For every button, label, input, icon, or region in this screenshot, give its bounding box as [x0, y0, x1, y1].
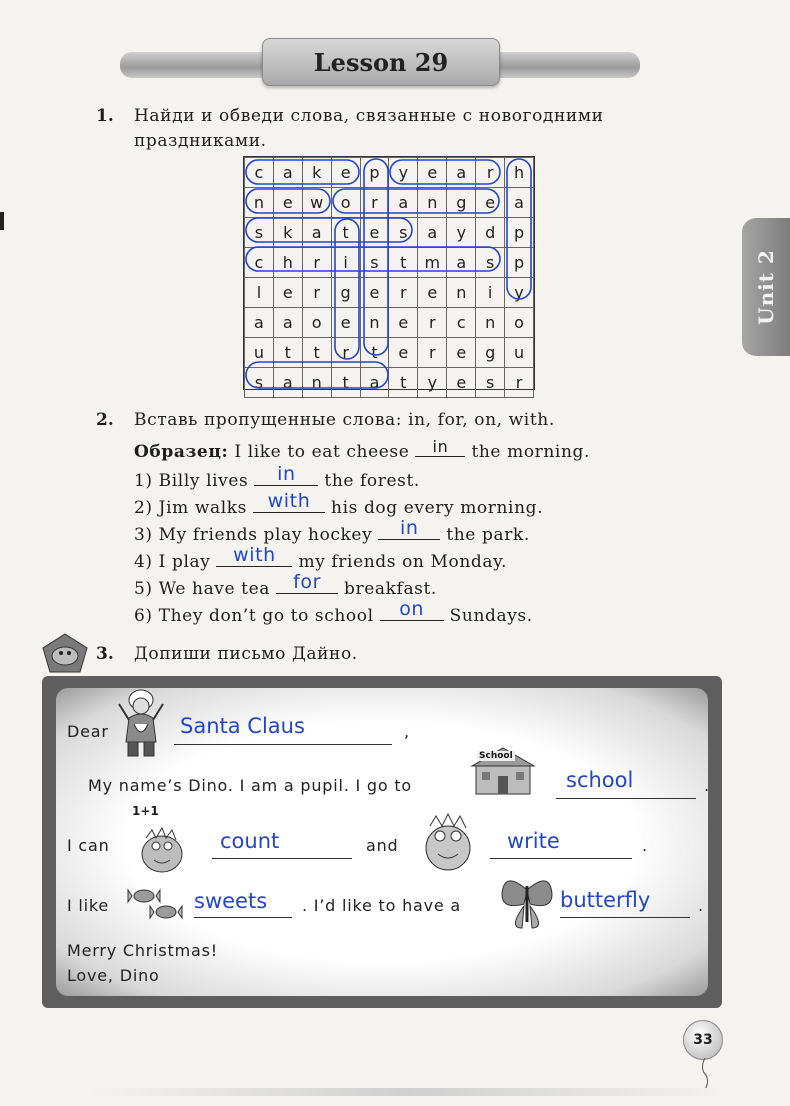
answer-blank[interactable]	[253, 490, 325, 513]
sweets-blank[interactable]	[194, 917, 292, 918]
item-number: 5)	[134, 579, 153, 599]
grid-cell[interactable]: y	[389, 158, 418, 188]
grid-cell[interactable]: r	[331, 338, 360, 368]
answer-text: on	[399, 598, 425, 620]
answer-blank[interactable]	[276, 571, 338, 594]
example-before: I like to eat cheese	[234, 442, 410, 462]
example-label: Образец:	[134, 442, 229, 462]
item-6	[134, 598, 533, 626]
grid-cell[interactable]: e	[389, 338, 418, 368]
circle-word-christmas	[246, 247, 500, 271]
grid-cell[interactable]: o	[505, 308, 534, 338]
grid-cell[interactable]: a	[447, 248, 476, 278]
grid-cell[interactable]: n	[245, 188, 274, 218]
grid-cell[interactable]: g	[331, 278, 360, 308]
item-number: 6)	[134, 606, 153, 626]
grid-cell[interactable]: r	[418, 308, 447, 338]
letter-frame	[42, 676, 722, 1008]
grid-cell[interactable]: t	[302, 338, 331, 368]
grid-cell[interactable]: s	[360, 248, 389, 278]
letter-i-like: I like	[67, 896, 110, 915]
item-4	[134, 544, 508, 572]
grid-cell[interactable]: t	[389, 248, 418, 278]
grid-cell[interactable]: e	[273, 188, 302, 218]
letter-i-can: I can	[67, 836, 110, 855]
grid-cell[interactable]: y	[505, 278, 534, 308]
item-number: 2)	[134, 498, 153, 518]
circle-word-happy	[507, 159, 531, 299]
circle-word-cake	[246, 160, 359, 184]
item-2	[134, 490, 544, 518]
letter-line-2: My name’s Dino. I am a pupil. I go to	[88, 776, 413, 795]
sweets-icon	[126, 884, 192, 930]
grid-cell[interactable]: r	[505, 368, 534, 398]
grid-cell[interactable]: a	[360, 368, 389, 398]
grid-cell[interactable]: r	[302, 248, 331, 278]
grid-cell[interactable]: e	[360, 218, 389, 248]
grid-cell[interactable]: m	[418, 248, 447, 278]
answer-text: with	[233, 544, 276, 566]
grid-cell[interactable]: y	[418, 368, 447, 398]
letter-line-4: . I’d like to have a	[302, 896, 462, 915]
circle-word-santa	[246, 362, 388, 388]
grid-cell[interactable]: e	[331, 158, 360, 188]
line-3-period: .	[642, 836, 648, 855]
item-before: We have tea	[158, 579, 271, 599]
item-after: breakfast.	[344, 579, 437, 599]
grid-cell[interactable]: a	[302, 218, 331, 248]
dino-writing-icon	[416, 810, 480, 880]
grid-cell[interactable]: d	[476, 218, 505, 248]
item-after: his dog every morning.	[331, 498, 544, 518]
answer-text: for	[293, 571, 321, 593]
grid-cell[interactable]: e	[418, 158, 447, 188]
item-5	[134, 571, 437, 599]
dear-answer: Santa Claus	[180, 714, 305, 738]
example-blank	[415, 438, 465, 457]
grid-cell[interactable]: i	[331, 248, 360, 278]
grid-cell[interactable]: c	[245, 158, 274, 188]
grid-cell[interactable]: a	[389, 188, 418, 218]
grid-cell[interactable]: a	[505, 188, 534, 218]
page-edge-mark	[0, 212, 4, 230]
write-answer: write	[507, 829, 560, 853]
example-line	[134, 438, 590, 462]
letter-paper	[56, 688, 708, 996]
grid-cell[interactable]: u	[505, 338, 534, 368]
exercise-2-number: 2.	[96, 410, 114, 430]
grid-cell[interactable]: s	[245, 368, 274, 398]
item-number: 4)	[134, 552, 153, 572]
grid-cell[interactable]: k	[302, 158, 331, 188]
grid-cell[interactable]: w	[302, 188, 331, 218]
grid-cell[interactable]: e	[447, 338, 476, 368]
grid-cell[interactable]: s	[476, 248, 505, 278]
exercise-3-number: 3.	[96, 644, 114, 664]
grid-cell[interactable]: u	[245, 338, 274, 368]
exercise-1-instruction-cont: праздниками.	[134, 131, 267, 151]
school-blank[interactable]	[556, 798, 696, 799]
grid-cell[interactable]: c	[245, 248, 274, 278]
grid-cell[interactable]: t	[273, 338, 302, 368]
item-after: Sundays.	[449, 606, 533, 626]
answer-blank[interactable]	[254, 463, 318, 486]
example-after: the morning.	[471, 442, 590, 462]
letter-and: and	[366, 836, 399, 855]
grid-cell[interactable]: t	[389, 368, 418, 398]
santa-icon	[116, 684, 166, 766]
circle-word-orange	[333, 189, 499, 213]
school-answer: school	[566, 768, 634, 792]
item-before: My friends play hockey	[158, 525, 373, 545]
footer-band	[90, 1088, 730, 1096]
closing-merry-christmas: Merry Christmas!	[67, 941, 218, 960]
butterfly-icon	[494, 870, 560, 940]
circle-word-new	[246, 189, 330, 213]
item-before: Billy lives	[158, 471, 249, 491]
grid-cell[interactable]: a	[273, 368, 302, 398]
item-1	[134, 463, 420, 491]
grid-cell[interactable]: p	[360, 158, 389, 188]
item-before: Jim walks	[158, 498, 247, 518]
grid-cell[interactable]: t	[331, 218, 360, 248]
grid-cell[interactable]: r	[360, 188, 389, 218]
grid-cell[interactable]: h	[505, 158, 534, 188]
dino-counting-icon	[134, 820, 190, 880]
math-label: 1+1	[132, 804, 159, 818]
grid-cell[interactable]: e	[360, 278, 389, 308]
item-number: 1)	[134, 471, 153, 491]
grid-cell[interactable]: s	[245, 218, 274, 248]
grid-cell[interactable]: a	[418, 218, 447, 248]
dino-badge-icon	[40, 632, 90, 680]
grid-cell[interactable]: r	[389, 278, 418, 308]
circle-word-skates	[246, 218, 412, 242]
line-4-period: .	[698, 896, 704, 915]
grid-cell[interactable]: e	[389, 308, 418, 338]
grid-cell[interactable]: s	[389, 218, 418, 248]
count-answer: count	[220, 829, 280, 853]
answer-text: in	[400, 517, 419, 539]
school-sign: School	[479, 751, 513, 761]
unit-label: Unit 2	[754, 249, 778, 325]
grid-cell[interactable]: y	[447, 218, 476, 248]
grid-cell[interactable]: n	[447, 278, 476, 308]
example-answer: in	[432, 437, 449, 456]
item-after: the park.	[446, 525, 530, 545]
page-number: 33	[683, 1020, 723, 1060]
butterfly-answer: butterfly	[560, 888, 651, 912]
exercise-3-instruction: Допиши письмо Дайно.	[134, 644, 358, 664]
grid-cell[interactable]: a	[273, 308, 302, 338]
grid-cell[interactable]: o	[302, 308, 331, 338]
grid-cell[interactable]: o	[331, 188, 360, 218]
closing-love-dino: Love, Dino	[67, 966, 160, 985]
circled-words-overlay	[244, 157, 534, 389]
item-number: 3)	[134, 525, 153, 545]
grid-cell[interactable]: n	[360, 308, 389, 338]
item-after: my friends on Monday.	[298, 552, 508, 572]
grid-cell[interactable]: r	[476, 158, 505, 188]
item-3	[134, 517, 530, 545]
grid-cell[interactable]: n	[476, 308, 505, 338]
write-blank[interactable]	[490, 858, 632, 859]
answer-blank[interactable]	[216, 544, 292, 567]
circle-word-year	[390, 160, 500, 184]
letter-dear: Dear	[67, 722, 109, 741]
circle-word-tree	[335, 219, 359, 359]
item-before: They don’t go to school	[158, 606, 374, 626]
grid-cell[interactable]: n	[302, 368, 331, 398]
grid-cell[interactable]: p	[505, 218, 534, 248]
grid-cell[interactable]: a	[273, 158, 302, 188]
exercise-2-instruction: Вставь пропущенные слова: in, for, on, with.	[134, 410, 555, 430]
grid-cell[interactable]: p	[505, 248, 534, 278]
butterfly-blank[interactable]	[560, 917, 690, 918]
sweets-answer: sweets	[194, 889, 268, 913]
exercise-1-number: 1.	[96, 106, 114, 126]
answer-blank[interactable]	[380, 598, 444, 621]
dear-blank[interactable]	[174, 744, 392, 745]
grid-cell[interactable]: c	[447, 308, 476, 338]
line-2-period: .	[704, 776, 710, 795]
grid-cell[interactable]: k	[273, 218, 302, 248]
grid-cell[interactable]: h	[273, 248, 302, 278]
letter-comma: ,	[404, 722, 410, 741]
answer-text: in	[277, 463, 296, 485]
grid-cell[interactable]: a	[447, 158, 476, 188]
grid-cell[interactable]: e	[476, 188, 505, 218]
grid-cell[interactable]: e	[447, 368, 476, 398]
grid-cell[interactable]: t	[360, 338, 389, 368]
item-before: I play	[158, 552, 211, 572]
grid-cell[interactable]: g	[447, 188, 476, 218]
grid-cell[interactable]: l	[245, 278, 274, 308]
grid-cell[interactable]: e	[418, 278, 447, 308]
grid-cell[interactable]: t	[331, 368, 360, 398]
grid-cell[interactable]: i	[476, 278, 505, 308]
lesson-title: Lesson 29	[262, 38, 500, 86]
answer-blank[interactable]	[378, 517, 440, 540]
answer-text: with	[267, 490, 311, 512]
grid-cell[interactable]: n	[418, 188, 447, 218]
unit-side-tab	[742, 218, 790, 356]
grid-cell[interactable]: a	[245, 308, 274, 338]
grid-cell[interactable]: s	[476, 368, 505, 398]
grid-cell[interactable]: e	[273, 278, 302, 308]
exercise-1-instruction: Найди и обведи слова, связанные с новогодними	[134, 106, 604, 126]
word-search-grid	[243, 156, 535, 390]
grid-cell[interactable]: e	[331, 308, 360, 338]
count-blank[interactable]	[212, 858, 352, 859]
grid-cell[interactable]: r	[418, 338, 447, 368]
item-after: the forest.	[324, 471, 420, 491]
grid-cell[interactable]: r	[302, 278, 331, 308]
grid-cell[interactable]: g	[476, 338, 505, 368]
